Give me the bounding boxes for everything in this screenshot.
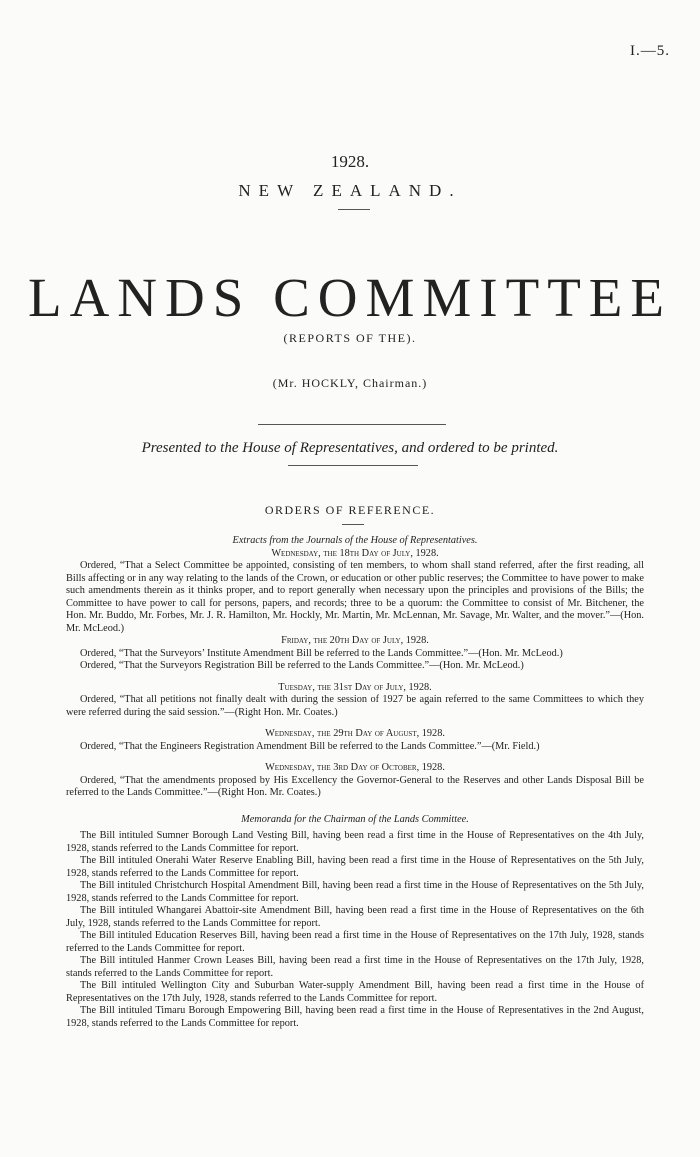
- divider: [258, 424, 446, 425]
- memorandum-paragraph: The Bill intituled Timaru Borough Empowering Bill, having been read a first time in the House of Representatives in the 2nd August, 1928, stands referred to the Lands Committee for report.: [66, 1005, 644, 1029]
- page-reference: I.—5.: [630, 43, 670, 59]
- entry-date: Wednesday, the 3rd Day of October, 1928.: [265, 762, 445, 773]
- order-paragraph: Ordered, “That the Engineers Registration Amendment Bill be referred to the Lands Committee.”—(Mr. Field.): [80, 740, 540, 752]
- extracts-heading: Extracts from the Journals of the House of Representatives.: [232, 535, 478, 546]
- document-year: 1928.: [330, 152, 370, 171]
- memorandum-paragraph: The Bill intituled Whangarei Abattoir-site Amendment Bill, having been read a first time in the House of Representatives on the 6th July, 1928, stands referred to the Lands Committee for report.: [66, 905, 644, 929]
- entry-date: Friday, the 20th Day of July, 1928.: [281, 635, 429, 646]
- memorandum-paragraph: The Bill intituled Wellington City and Suburban Water-supply Amendment Bill, having been read a first time in the House of Representatives on the 17th July, 1928, stands referred to the Lands Committee for report.: [66, 980, 644, 1004]
- order-paragraph: Ordered, “That the amendments proposed by His Excellency the Governor-General to the Reserves and other Lands Disposal Bill be referred to the Lands Committee.”—(Right Hon. Mr. Coates.): [66, 774, 644, 798]
- order-paragraph: Ordered, “That the Surveyors Registration Bill be referred to the Lands Committee.”—(Hon. Mr. McLeod.): [80, 660, 524, 671]
- order-paragraph: Ordered, “That a Select Committee be appointed, consisting of ten members, to whom shall stand referred, after the first reading, all Bills affecting or in any way relating to the lands of the Crown, or education or other public reserves; the Committee to have power to make such amendments therein as it thinks proper, and to report generally when necessary upon the principles and provisions of the Bills; the Committee to have power to call for persons, papers, and records; three to be a quorum: the Committee to consist of Mr. Bitchener, the Hon. Mr. Buddo, Mr. Forbes, Mr. J. R. Hamilton, Mr. Hockly, Mr. Martin, Mr. McLennan, Mr. Savage, Mr. Walter, and the mover.”—(Hon. Mr. McLeod.): [66, 560, 644, 634]
- orders-heading: ORDERS OF REFERENCE.: [264, 503, 436, 517]
- divider: [338, 209, 370, 210]
- memorandum-paragraph: The Bill intituled Sumner Borough Land Vesting Bill, having been read a first time in the House of Representatives on the 4th July, 1928, stands referred to the Lands Committee for report.: [66, 830, 644, 854]
- divider: [342, 524, 364, 525]
- divider: [288, 465, 418, 466]
- order-paragraph: Ordered, “That all petitions not finally dealt with during the session of 1927 be again referred to the same Committees to which they were referred during the said session.”—(Right Hon. Mr. Coates.): [66, 694, 644, 718]
- memorandum-paragraph: The Bill intituled Hanmer Crown Leases Bill, having been read a first time in the House of Representatives on the 17th July, 1928, stands referred to the Lands Committee for report.: [66, 955, 644, 979]
- order-paragraph: Ordered, “That the Surveyors’ Institute Amendment Bill be referred to the Lands Committee.”—(Hon. Mr. McLeod.): [80, 647, 563, 659]
- orders-body: [66, 535, 644, 1030]
- document-title: LANDS COMMITTEE: [27, 267, 672, 328]
- document-subtitle: (REPORTS OF THE).: [283, 331, 417, 345]
- chairman-line: (Mr. HOCKLY, Chairman.): [272, 376, 428, 390]
- memorandum-paragraph: The Bill intituled Christchurch Hospital Amendment Bill, having been read a first time in the House of Representatives on the 5th July, 1928, stands referred to the Lands Committee for report.: [66, 880, 644, 904]
- entry-date: Tuesday, the 31st Day of July, 1928.: [278, 681, 432, 693]
- memorandum-paragraph: The Bill intituled Education Reserves Bill, having been read a first time in the House of Representatives on the 17th July, 1928, stands referred to the Lands Committee for report.: [66, 930, 644, 954]
- presented-line: Presented to the House of Representatives, and ordered to be printed.: [141, 440, 559, 456]
- memoranda-heading: Memoranda for the Chairman of the Lands Committee.: [241, 813, 469, 825]
- entry-date: Wednesday, the 18th Day of July, 1928.: [271, 547, 439, 559]
- country-heading: NEW ZEALAND.: [238, 181, 462, 200]
- entry-date: Wednesday, the 29th Day of August, 1928.: [265, 728, 445, 739]
- memorandum-paragraph: The Bill intituled Onerahi Water Reserve Enabling Bill, having been read a first time in the House of Representatives on the 5th July, 1928, stands referred to the Lands Committee for report.: [66, 855, 644, 879]
